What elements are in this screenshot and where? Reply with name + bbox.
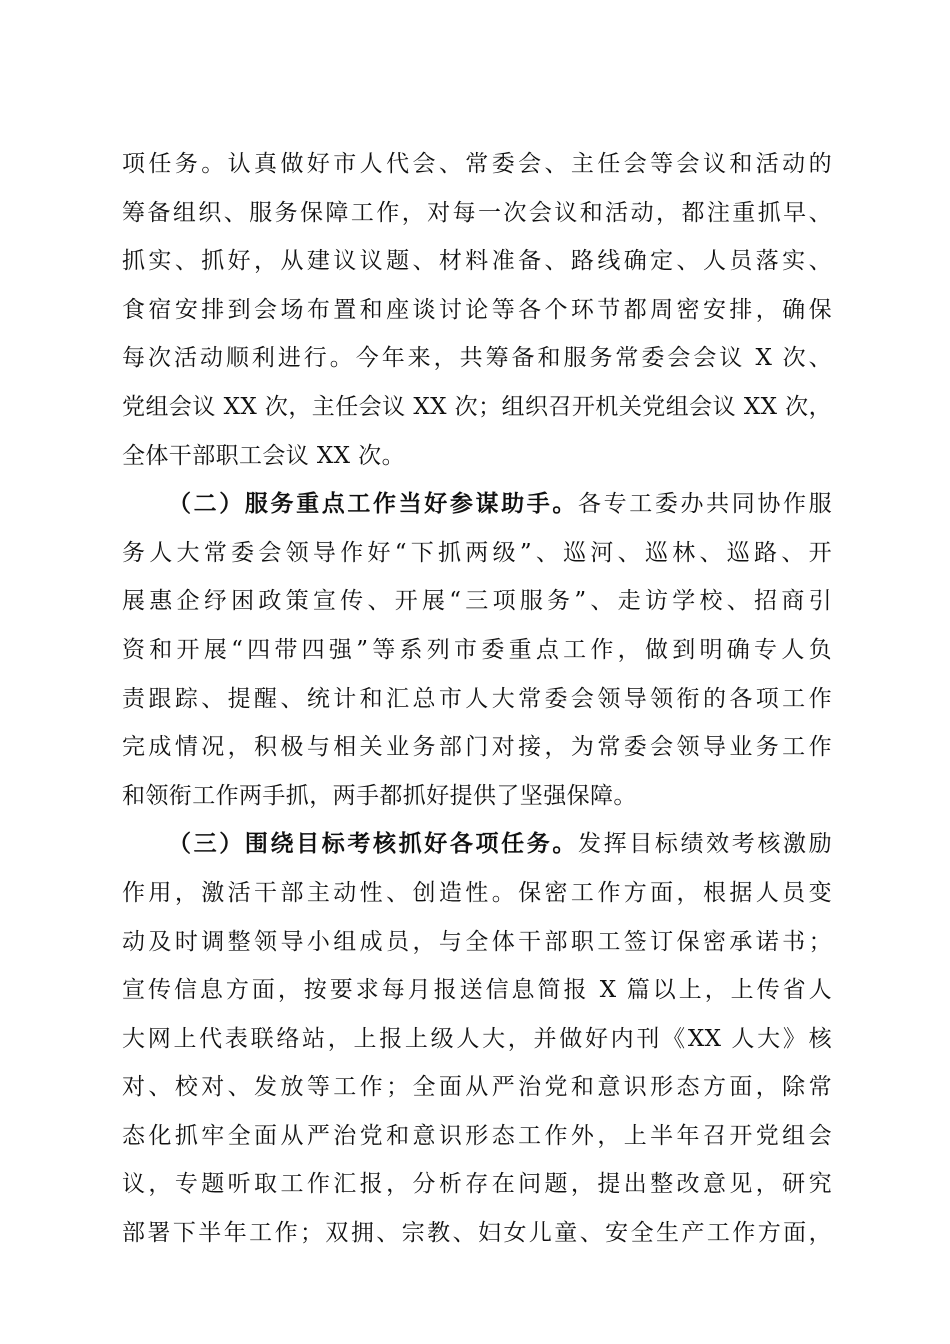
paragraph-meeting-services: [122, 140, 832, 480]
text-line: 作用，激活干部主动性、创造性。保密工作方面，根据人员变: [122, 879, 832, 906]
section-heading: （三）围绕目标考核抓好各项任务。: [168, 830, 578, 858]
paragraph-first-line: [122, 480, 832, 529]
text-line: 每次活动顺利进行。今年来，共筹备和服务常委会会议 X 次、: [122, 345, 832, 372]
text-line: 对、校对、发放等工作；全面从严治党和意识形态方面，除常: [122, 1074, 832, 1101]
text-line: 全体干部职工会议 XX 次。: [122, 442, 405, 469]
text-line: 和领衔工作两手抓，两手都抓好提供了坚强保障。: [122, 782, 637, 809]
section-heading: （二）服务重点工作当好参谋助手。: [168, 490, 578, 518]
text-line: 议，专题听取工作汇报，分析存在问题，提出整改意见，研究: [122, 1171, 832, 1198]
text-line: 部署下半年工作；双拥、宗教、妇女儿童、安全生产工作方面，: [122, 1220, 832, 1247]
paragraph-target-assessment: [122, 820, 832, 1257]
text-line: 务人大常委会领导作好“下抓两级”、巡河、巡林、巡路、开: [122, 539, 832, 566]
text-line: 筹备组织、服务保障工作，对每一次会议和活动，都注重抓早、: [122, 199, 832, 226]
text-line: 态化抓牢全面从严治党和意识形态工作外，上半年召开党组会: [122, 1122, 832, 1149]
text-line: 完成情况，积极与相关业务部门对接，为常委会领导业务工作: [122, 734, 832, 761]
text-line: 展惠企纾困政策宣传、开展“三项服务”、走访学校、招商引: [122, 588, 832, 615]
paragraph-key-work-support: [122, 480, 832, 820]
text-line: 动及时调整领导小组成员，与全体干部职工签订保密承诺书；: [122, 928, 832, 955]
text-span: 发挥目标绩效考核激励: [577, 831, 832, 858]
text-line: 项任务。认真做好市人代会、常委会、主任会等会议和活动的: [122, 151, 832, 177]
text-span: 各专工委办共同协作服: [577, 491, 832, 518]
text-line: 食宿安排到会场布置和座谈讨论等各个环节都周密安排，确保: [122, 296, 832, 323]
text-line: 抓实、抓好，从建议议题、材料准备、路线确定、人员落实、: [122, 248, 832, 275]
text-line: 责跟踪、提醒、统计和汇总市人大常委会领导领衔的各项工作: [122, 685, 832, 712]
text-line: 大网上代表联络站，上报上级人大，并做好内刊《XX 人大》核: [122, 1025, 832, 1052]
text-line: 党组会议 XX 次，主任会议 XX 次；组织召开机关党组会议 XX 次，: [122, 393, 832, 420]
text-line: 资和开展“四带四强”等系列市委重点工作，做到明确专人负: [122, 636, 832, 663]
document-body: [122, 140, 832, 1258]
text-line: 宣传信息方面，按要求每月报送信息简报 X 篇以上，上传省人: [122, 977, 832, 1004]
paragraph-first-line: [122, 820, 832, 869]
